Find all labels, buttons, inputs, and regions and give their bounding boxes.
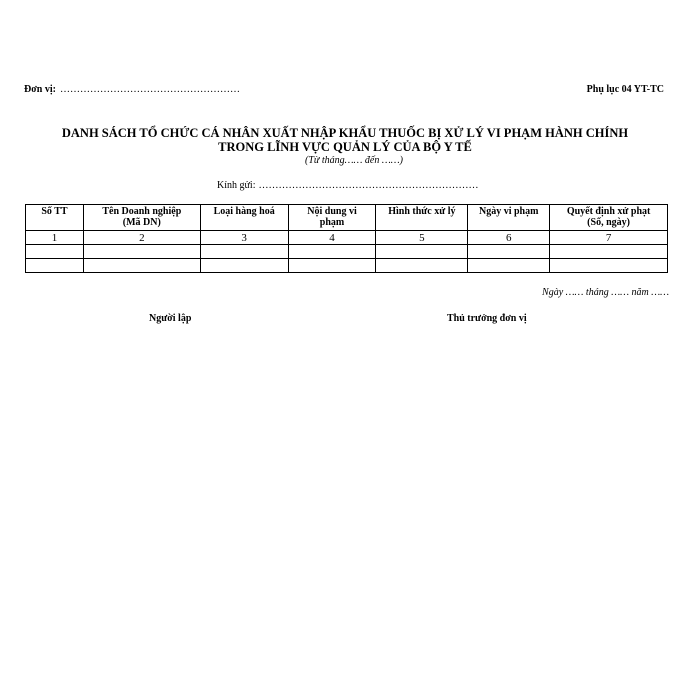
period-line: (Từ tháng…… đến ……): [305, 155, 403, 166]
table-cell: [200, 245, 288, 259]
table-cell: [83, 259, 200, 273]
recipient-label: Kính gửi:: [217, 180, 256, 191]
title-line-2: TRONG LĨNH VỰC QUẢN LÝ CỦA BỘ Y TẾ: [218, 140, 472, 154]
table-cell: [26, 259, 84, 273]
document-title: [0, 126, 690, 154]
header-cell-penalty-form: Hình thức xử lý: [376, 205, 468, 231]
header-cell-goods-type: Loại hàng hoá: [200, 205, 288, 231]
table-cell: [376, 245, 468, 259]
head-of-unit-signature-label: Thủ trưởng đơn vị: [447, 313, 527, 324]
unit-dots: ………………………………………………: [59, 84, 240, 95]
table-cell: [468, 245, 550, 259]
unit-line: [24, 84, 240, 95]
table-cell: [468, 259, 550, 273]
table-cell: [288, 259, 376, 273]
table-cell: [550, 259, 668, 273]
header-cell-violation-date: Ngày vi phạm: [468, 205, 550, 231]
table-cell: [26, 245, 84, 259]
column-number: 7: [550, 231, 668, 245]
column-number: 4: [288, 231, 376, 245]
unit-label: Đơn vị:: [24, 84, 56, 95]
column-number: 2: [83, 231, 200, 245]
table-header-row: [26, 205, 668, 231]
column-number: 6: [468, 231, 550, 245]
violation-table: [25, 204, 668, 273]
recipient-line: [217, 180, 478, 191]
table-cell: [550, 245, 668, 259]
table-cell: [200, 259, 288, 273]
table-cell: [288, 245, 376, 259]
table-row: [26, 245, 668, 259]
header-cell-decision: Quyết định xử phạt (Số, ngày): [550, 205, 668, 231]
recipient-dots: …………………………………………………………: [258, 180, 479, 191]
header-cell-stt: Số TT: [26, 205, 84, 231]
table-row: [26, 259, 668, 273]
preparer-signature-label: Người lập: [149, 313, 192, 324]
column-number: 3: [200, 231, 288, 245]
header-cell-company: Tên Doanh nghiệp (Mã DN): [83, 205, 200, 231]
header-cell-violation: Nội dung vi phạm: [288, 205, 376, 231]
date-line: Ngày …… tháng …… năm ……: [542, 287, 669, 298]
column-number-row: [26, 231, 668, 245]
column-number: 1: [26, 231, 84, 245]
table-cell: [83, 245, 200, 259]
column-number: 5: [376, 231, 468, 245]
table-cell: [376, 259, 468, 273]
title-line-1: DANH SÁCH TỔ CHỨC CÁ NHÂN XUẤT NHẬP KHẨU THUỐC BỊ XỬ LÝ VI PHẠM HÀNH CHÍNH: [61, 126, 629, 140]
appendix-label: Phụ lục 04 YT-TC: [586, 84, 664, 95]
